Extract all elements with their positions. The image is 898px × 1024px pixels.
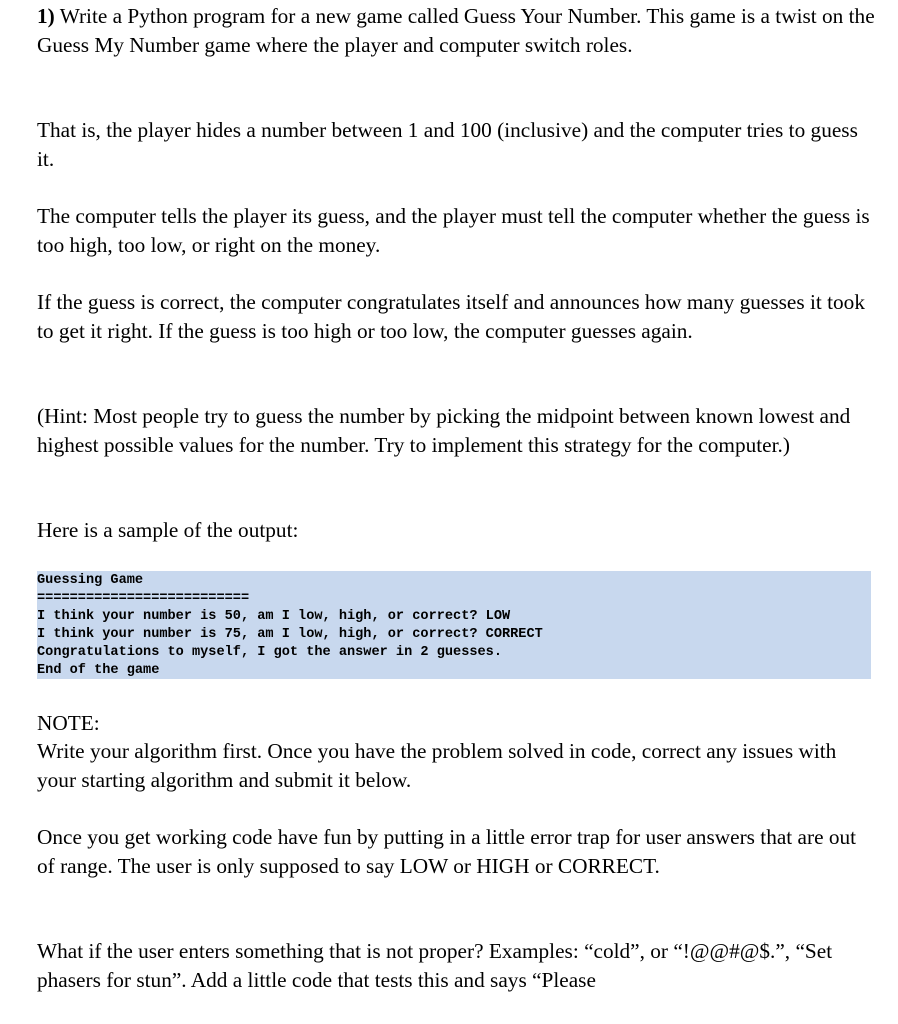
paragraph-sample-intro: Here is a sample of the output: [37,518,299,542]
code-line: Congratulations to myself, I got the answer in 2 guesses. [37,645,502,660]
note-algorithm-paragraph: Write your algorithm first. Once you have the problem solved in code, correct any issues with your starting algorithm and submit it below. [37,739,837,792]
note-error-trap-paragraph: Once you get working code have fun by putting in a little error trap for user answers that are out of range. The user is only supposed to say LOW or HIGH or CORRECT. [37,825,857,878]
paragraph-guess-correct: If the guess is correct, the computer congratulates itself and announces how many guesses it took to get it right. If the guess is too high or too low, the computer guesses again. [37,290,865,343]
paragraph-computer-tells: The computer tells the player its guess, and the player must tell the computer whether the guess is too high, too low, or right on the money. [37,204,870,257]
sample-output-block [37,571,871,679]
code-line: Guessing Game [37,573,144,588]
code-separator-line: ========================== [37,591,250,606]
code-line: I think your number is 75, am I low, high, or correct? CORRECT [37,627,543,642]
question-intro [37,2,877,59]
question-text: Write a Python program for a new game called Guess Your Number. This game is a twist on the Guess My Number game where the player and computer switch roles. [37,4,875,57]
code-line: End of the game [37,663,160,678]
code-line: I think your number is 50, am I low, high, or correct? LOW [37,609,511,624]
note-heading: NOTE: [37,711,100,735]
paragraph-player-hides: That is, the player hides a number between 1 and 100 (inclusive) and the computer tries to guess it. [37,118,858,171]
paragraph-hint: (Hint: Most people try to guess the number by picking the midpoint between known lowest and highest possible values for the number. Try to implement this strategy for the computer.) [37,404,851,457]
question-number: 1) [37,4,55,28]
note-improper-input-paragraph: What if the user enters something that is not proper? Examples: “cold”, or “!@@#@$.”, “Set phasers for stun”. Add a little code that tests this and says “Please [37,939,833,992]
